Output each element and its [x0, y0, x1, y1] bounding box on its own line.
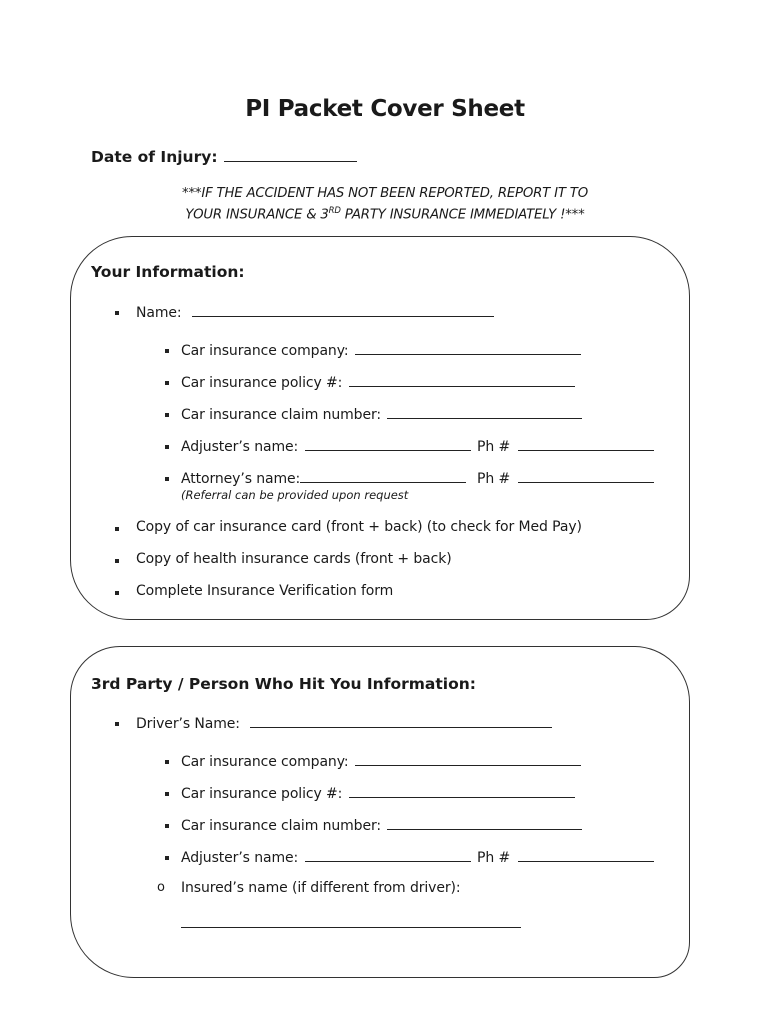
driver-name-label: Driver’s Name:: [136, 716, 240, 732]
date-of-injury-label: Date of Injury:: [91, 148, 218, 166]
attorney-name-label: Attorney’s name:: [181, 471, 301, 487]
page-title: PI Packet Cover Sheet: [245, 96, 525, 122]
bullet-icon: [165, 445, 169, 449]
tp-adjuster-name-label: Adjuster’s name:: [181, 850, 299, 866]
tp-car-insurance-company-label: Car insurance company:: [181, 754, 349, 770]
bullet-icon: [165, 349, 169, 353]
insured-name-field[interactable]: [181, 914, 521, 928]
attorney-name-field[interactable]: [300, 469, 466, 483]
tp-adjuster-phone-row: [477, 848, 654, 866]
tp-car-insurance-claim-field[interactable]: [387, 816, 582, 830]
car-insurance-policy-field[interactable]: [349, 373, 575, 387]
bullet-icon: [165, 824, 169, 828]
warning-line-2-end: PARTY INSURANCE IMMEDIATELY !***: [340, 207, 585, 223]
tp-adjuster-name-field[interactable]: [305, 848, 471, 862]
car-insurance-claim-row: [181, 405, 582, 423]
tp-car-insurance-policy-row: [181, 784, 575, 802]
bullet-icon: [115, 722, 119, 726]
tp-adjuster-phone-label: Ph #: [477, 850, 511, 866]
verification-form-item: Complete Insurance Verification form: [136, 583, 394, 599]
bullet-icon: [165, 477, 169, 481]
date-of-injury: [91, 146, 357, 166]
adjuster-phone-label: Ph #: [477, 439, 511, 455]
third-party-heading: 3rd Party / Person Who Hit You Information:: [91, 675, 476, 693]
tp-car-insurance-claim-row: [181, 816, 582, 834]
tp-car-insurance-policy-label: Car insurance policy #:: [181, 786, 343, 802]
adjuster-phone-field[interactable]: [518, 437, 654, 451]
your-information-heading: Your Information:: [91, 263, 245, 281]
warning-superscript: RD: [328, 206, 341, 216]
name-field[interactable]: [192, 303, 494, 317]
bullet-icon: [165, 856, 169, 860]
car-insurance-policy-label: Car insurance policy #:: [181, 375, 343, 391]
car-insurance-company-field[interactable]: [355, 341, 581, 355]
copy-health-cards-item: Copy of health insurance cards (front + back): [136, 551, 452, 567]
name-label: Name:: [136, 305, 182, 321]
bullet-icon: [165, 381, 169, 385]
circle-bullet-icon: o: [157, 880, 165, 895]
tp-car-insurance-company-field[interactable]: [355, 752, 581, 766]
tp-adjuster-row: [181, 848, 471, 866]
warning-line-2: [0, 206, 770, 222]
attorney-phone-label: Ph #: [477, 471, 511, 487]
date-of-injury-field[interactable]: [224, 146, 357, 162]
bullet-icon: [165, 413, 169, 417]
bullet-icon: [115, 559, 119, 563]
bullet-icon: [165, 760, 169, 764]
tp-car-insurance-company-row: [181, 752, 581, 770]
copy-car-card-item: Copy of car insurance card (front + back) (to check for Med Pay): [136, 519, 582, 535]
referral-note: (Referral can be provided upon request: [181, 488, 409, 502]
attorney-phone-row: [477, 469, 654, 487]
car-insurance-claim-field[interactable]: [387, 405, 582, 419]
driver-name-row: [136, 714, 552, 732]
bullet-icon: [115, 527, 119, 531]
attorney-row: [181, 469, 466, 487]
car-insurance-company-label: Car insurance company:: [181, 343, 349, 359]
car-insurance-claim-label: Car insurance claim number:: [181, 407, 382, 423]
attorney-phone-field[interactable]: [518, 469, 654, 483]
third-party-box: [70, 646, 690, 978]
tp-adjuster-phone-field[interactable]: [518, 848, 654, 862]
car-insurance-policy-row: [181, 373, 575, 391]
bullet-icon: [115, 591, 119, 595]
insured-name-label: Insured’s name (if different from driver):: [181, 880, 461, 896]
adjuster-row: [181, 437, 471, 455]
adjuster-phone-row: [477, 437, 654, 455]
name-row: [136, 303, 494, 321]
tp-car-insurance-policy-field[interactable]: [349, 784, 575, 798]
driver-name-field[interactable]: [250, 714, 552, 728]
adjuster-name-label: Adjuster’s name:: [181, 439, 299, 455]
warning-line-2-text: YOUR INSURANCE & 3: [185, 207, 329, 223]
car-insurance-company-row: [181, 341, 581, 359]
tp-car-insurance-claim-label: Car insurance claim number:: [181, 818, 382, 834]
bullet-icon: [165, 792, 169, 796]
bullet-icon: [115, 311, 119, 315]
warning-line-1: ***IF THE ACCIDENT HAS NOT BEEN REPORTED, REPORT IT TO: [182, 186, 588, 201]
adjuster-name-field[interactable]: [305, 437, 471, 451]
